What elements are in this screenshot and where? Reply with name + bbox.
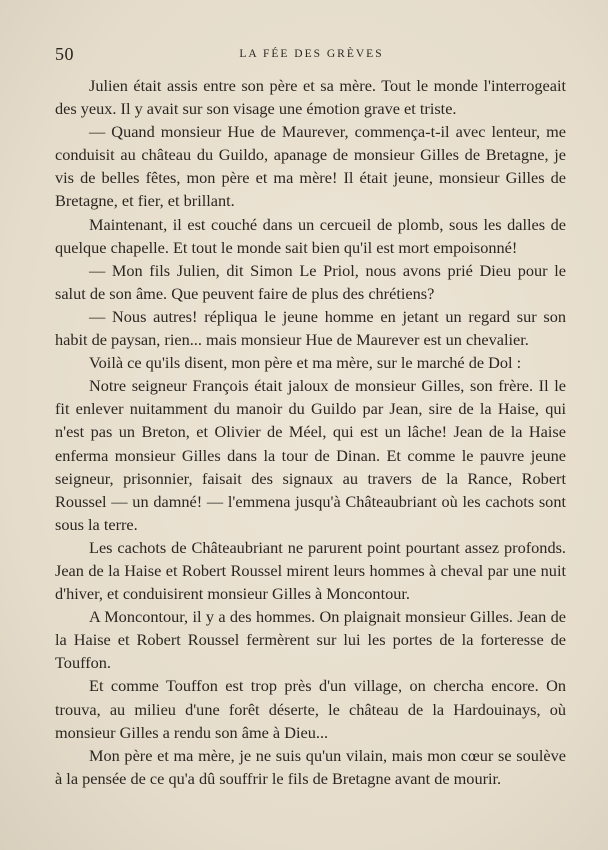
paragraph: Notre seigneur François était jaloux de monsieur Gilles, son frère. Il le fit enlever nuitamment du manoir du Guildo par Jean, sire de la Haise, qui n'est pas un Breton, et Olivier de Méel, qui est un lâche! Jean de la Haise enferma monsieur Gilles dans la tour de Dinan. Et comme le pauvre jeune seigneur, prisonnier, faisait des signaux au travers de la Rance, Robert Roussel — un damné! — l'emmena jusqu'à Châteaubriant où les cachots sont sous la terre. (55, 376, 566, 534)
paragraph: Et comme Touffon est trop près d'un village, on chercha encore. On trouva, au milieu d'une forêt déserte, le château de la Hardouinays, où monsieur Gilles a rendu son âme à Dieu... (55, 676, 566, 742)
paragraph: Maintenant, il est couché dans un cercueil de plomb, sous les dalles de quelque chapelle. Et tout le monde sait bien qu'il est mort empoisonné! (55, 214, 566, 257)
paragraph: — Mon fils Julien, dit Simon Le Priol, nous avons prié Dieu pour le salut de son âme. Que peuvent faire de plus des chrétiens? (55, 260, 566, 303)
paragraph: — Quand monsieur Hue de Maurever, commença-t-il avec lenteur, me conduisit au château du Guildo, apanage de monsieur Gilles de Bretagne, je vis de belles fêtes, mon père et ma mère! Il était jeune, monsieur Gilles de Bretagne, et fier, et brillant. (55, 122, 566, 211)
body-text (55, 74, 566, 790)
paragraph: Les cachots de Châteaubriant ne parurent point pourtant assez profonds. Jean de la Haise et Robert Roussel mirent leurs hommes à cheval par une nuit d'hiver, et conduisirent monsieur Gilles à Moncontour. (55, 537, 566, 604)
running-title: LA FÉE DES GRÈVES (239, 48, 384, 60)
paragraph: Julien était assis entre son père et sa mère. Tout le monde l'interrogeait des yeux. Il y avait sur son visage une émotion grave et triste. (55, 76, 566, 119)
page-header (55, 44, 568, 68)
paragraph: Voilà ce qu'ils disent, mon père et ma mère, sur le marché de Dol : (89, 353, 522, 373)
paragraph: Mon père et ma mère, je ne suis qu'un vilain, mais mon cœur se soulève à la pensée de ce qu'a dû souffrir le fils de Bretagne avant de mourir. (55, 745, 566, 788)
paragraph: — Nous autres! répliqua le jeune homme en jetant un regard sur son habit de paysan, rien... mais monsieur Hue de Maurever est un chevalier. (55, 306, 566, 350)
page-number: 50 (55, 44, 74, 64)
paragraph: A Moncontour, il y a des hommes. On plaignait monsieur Gilles. Jean de la Haise et Robert Roussel fermèrent sur lui les portes de la forteresse de Touffon. (55, 607, 566, 673)
